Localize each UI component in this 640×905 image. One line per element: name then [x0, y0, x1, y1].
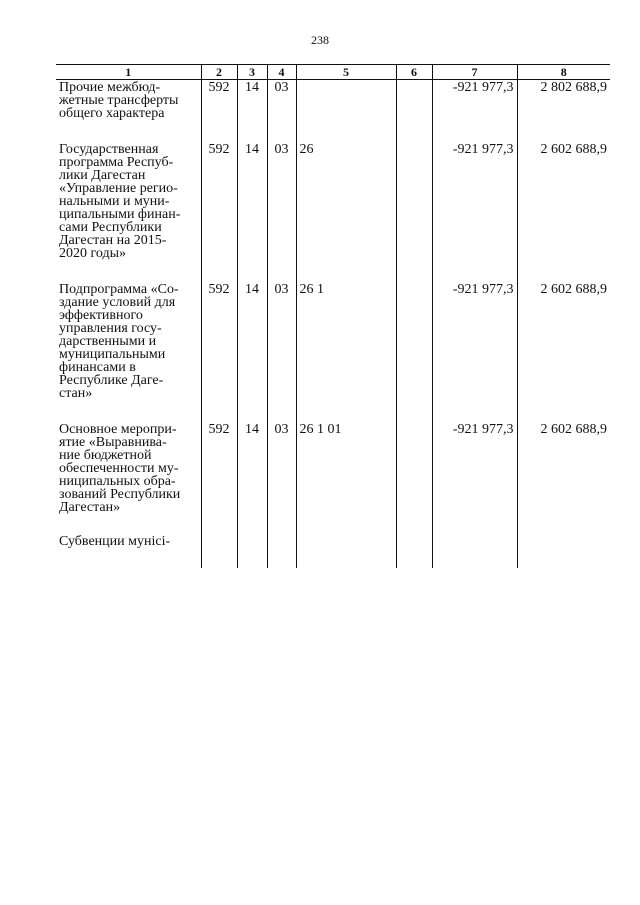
table-row: [56, 80, 610, 143]
budget-admin-code: 592: [201, 282, 237, 422]
row-name-line: Подпрограмма «Со-: [59, 282, 179, 297]
row-name-line: управления госу-: [59, 321, 162, 336]
row-name-line: программа Респуб-: [59, 155, 174, 170]
row-name-cell: [56, 142, 201, 282]
column-header: 1: [56, 65, 201, 80]
budget-table: [56, 64, 610, 568]
budget-admin-code: 592: [201, 80, 237, 143]
section-code: 14: [237, 80, 267, 143]
total-amount: 2 602 688,9: [517, 142, 610, 282]
subsection-code: 03: [267, 422, 296, 534]
row-name-cell: [56, 422, 201, 534]
change-amount: -921 977,3: [432, 422, 517, 534]
row-name-line: жетные трансферты: [59, 93, 179, 108]
row-name-line: общего характера: [59, 106, 165, 121]
table-row: [56, 422, 610, 534]
row-name-line: ципальными финан-: [59, 207, 181, 222]
page-number: 238: [311, 33, 329, 47]
change-amount: -921 977,3: [432, 282, 517, 422]
column-header: 7: [432, 65, 517, 80]
target-article-code: [296, 534, 396, 568]
table-row: [56, 282, 610, 422]
row-name-line: зований Республики: [59, 487, 181, 502]
table-row: [56, 142, 610, 282]
row-name-line: ние бюджетной: [59, 448, 152, 463]
row-name-line: здание условий для: [59, 295, 176, 310]
section-code: 14: [237, 142, 267, 282]
row-name-line: ятие «Выравнива-: [59, 435, 167, 450]
section-code: 14: [237, 422, 267, 534]
subsection-code: 03: [267, 142, 296, 282]
budget-admin-code: [201, 534, 237, 568]
row-name-line: лики Дагестан: [59, 168, 146, 183]
expense-type-code: [396, 282, 432, 422]
column-header: 3: [237, 65, 267, 80]
total-amount: 2 602 688,9: [517, 422, 610, 534]
column-header: 8: [517, 65, 610, 80]
subsection-code: [267, 534, 296, 568]
target-article-code: 26: [296, 142, 396, 282]
subsection-code: 03: [267, 80, 296, 143]
row-name-cell: [56, 534, 201, 568]
row-name-line: ниципальных обра-: [59, 474, 176, 489]
expense-type-code: [396, 534, 432, 568]
column-header: 6: [396, 65, 432, 80]
row-name-cell: [56, 80, 201, 143]
row-name-line: стан»: [59, 386, 93, 401]
section-code: 14: [237, 282, 267, 422]
total-amount: 2 802 688,9: [517, 80, 610, 143]
row-name-line: «Управление регио-: [59, 181, 178, 196]
change-amount: -921 977,3: [432, 142, 517, 282]
row-name-line: обеспеченности му-: [59, 461, 179, 476]
target-article-code: 26 1 01: [296, 422, 396, 534]
row-name-line: муниципальными: [59, 347, 166, 362]
expense-type-code: [396, 422, 432, 534]
row-name-line: эффективного: [59, 308, 143, 323]
row-name-line: дарственными и: [59, 334, 157, 349]
expense-type-code: [396, 142, 432, 282]
row-name-line: 2020 годы»: [59, 246, 127, 261]
target-article-code: 26 1: [296, 282, 396, 422]
subsection-code: 03: [267, 282, 296, 422]
row-name-line: финансами в: [59, 360, 136, 375]
row-name-cell: [56, 282, 201, 422]
section-code: [237, 534, 267, 568]
budget-admin-code: 592: [201, 142, 237, 282]
change-amount: -921 977,3: [432, 80, 517, 143]
budget-admin-code: 592: [201, 422, 237, 534]
column-header: 5: [296, 65, 396, 80]
column-header: 4: [267, 65, 296, 80]
total-amount: [517, 534, 610, 568]
row-name-line: Основное меропри-: [59, 422, 177, 437]
row-name-line: Государственная: [59, 142, 159, 157]
target-article-code: [296, 80, 396, 143]
row-name-line: сами Республики: [59, 220, 162, 235]
row-name-line: Субвенции мунici-: [59, 534, 171, 549]
column-header: 2: [201, 65, 237, 80]
row-name-line: Республике Даге-: [59, 373, 164, 388]
row-name-line: Прочие межбюд-: [59, 80, 161, 95]
row-name-line: нальными и муни-: [59, 194, 170, 209]
row-name-line: Дагестан на 2015-: [59, 233, 167, 248]
table-header-row: [56, 65, 610, 80]
table-row: [56, 534, 610, 568]
table-body: [56, 80, 610, 569]
total-amount: 2 602 688,9: [517, 282, 610, 422]
change-amount: [432, 534, 517, 568]
expense-type-code: [396, 80, 432, 143]
row-name-line: Дагестан»: [59, 500, 121, 515]
